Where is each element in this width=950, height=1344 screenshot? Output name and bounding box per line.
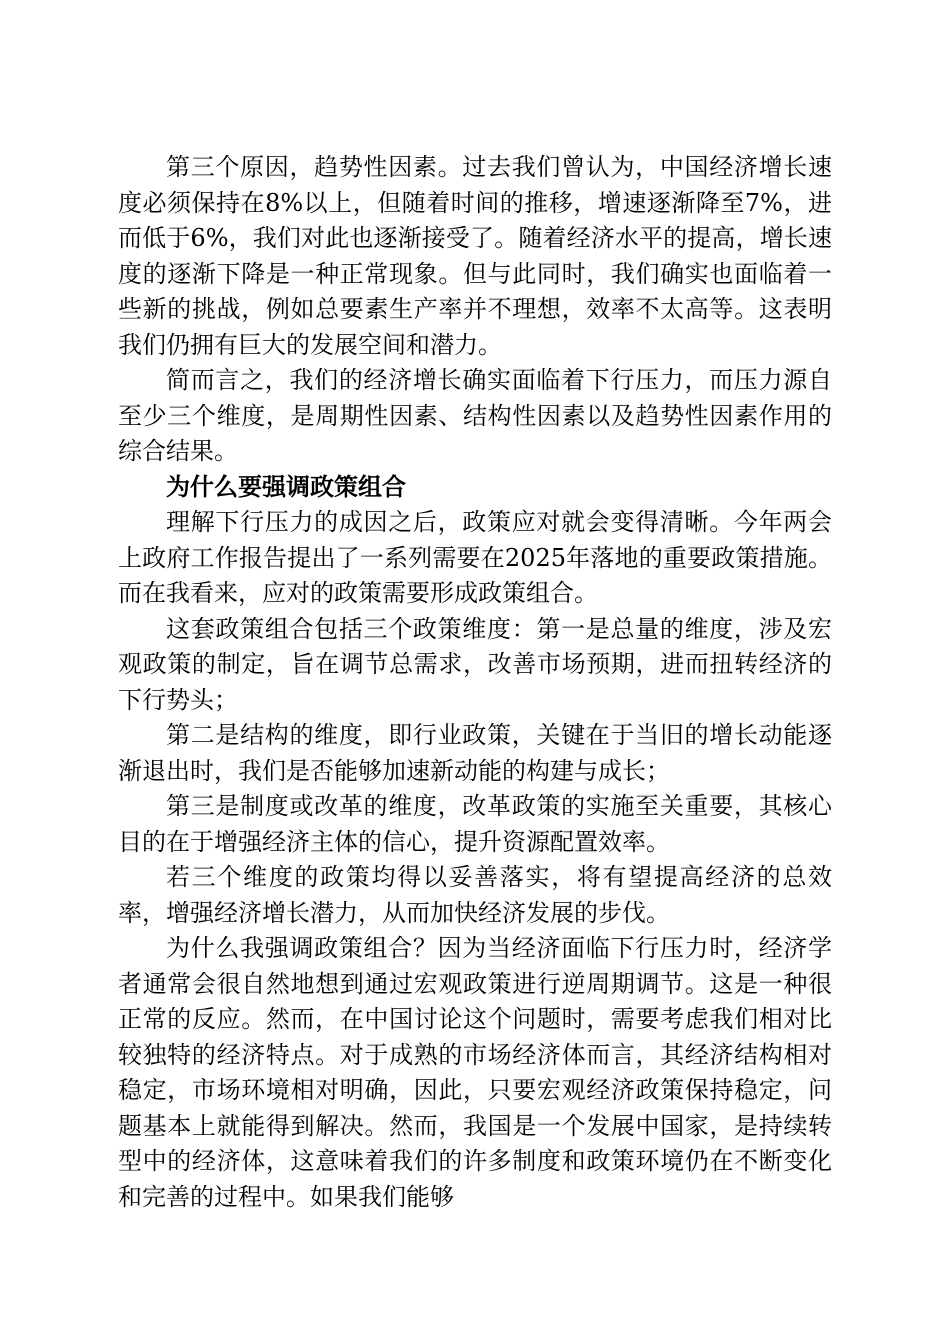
paragraph-trend-factor: 第三个原因，趋势性因素。过去我们曾认为，中国经济增长速度必须保持在8%以上，但随着时间的推移，增速逐渐降至7%，进而低于6%，我们对此也逐渐接受了。随着经济水平的提高，增长速度的逐渐下降是一种正常现象。但与此同时，我们确实也面临着一些新的挑战，例如总要素生产率并不理想，效率不太高等。这表明我们仍拥有巨大的发展空间和潜力。 (118, 153, 832, 359)
paragraph-structural-dimension: 第二是结构的维度，即行业政策，关键在于当旧的增长动能逐渐退出时，我们是否能够加速新动能的构建与成长； (118, 721, 832, 785)
paragraph-why-combination: 为什么我强调政策组合？因为当经济面临下行压力时，经济学者通常会很自然地想到通过宏观政策进行逆周期调节。这是一种很正常的反应。然而，在中国讨论这个问题时，需要考虑我们相对比较独特的经济特点。对于成熟的市场经济体而言，其经济结构相对稳定，市场环境相对明确，因此，只要宏观经济政策保持稳定，问题基本上就能得到解决。然而，我国是一个发展中国家，是持续转型中的经济体，这意味着我们的许多制度和政策环境仍在不断变化和完善的过程中。如果我们能够 (118, 934, 832, 1211)
paragraph-implementation: 若三个维度的政策均得以妥善落实，将有望提高经济的总效率，增强经济增长潜力，从而加快经济发展的步伐。 (118, 863, 832, 927)
section-heading: 为什么要强调政策组合 (166, 472, 406, 501)
paragraph-policy-dimensions: 这套政策组合包括三个政策维度：第一是总量的维度，涉及宏观政策的制定，旨在调节总需求，改善市场预期，进而扭转经济的下行势头； (118, 614, 832, 714)
paragraph-policy-response: 理解下行压力的成因之后，政策应对就会变得清晰。今年两会上政府工作报告提出了一系列需要在2025年落地的重要政策措施。而在我看来，应对的政策需要形成政策组合。 (118, 508, 832, 607)
document-page (118, 150, 832, 1215)
paragraph-summary: 简而言之，我们的经济增长确实面临着下行压力，而压力源自至少三个维度，是周期性因素、结构性因素以及趋势性因素作用的综合结果。 (118, 366, 832, 465)
paragraph-reform-dimension: 第三是制度或改革的维度，改革政策的实施至关重要，其核心目的在于增强经济主体的信心，提升资源配置效率。 (118, 792, 832, 856)
